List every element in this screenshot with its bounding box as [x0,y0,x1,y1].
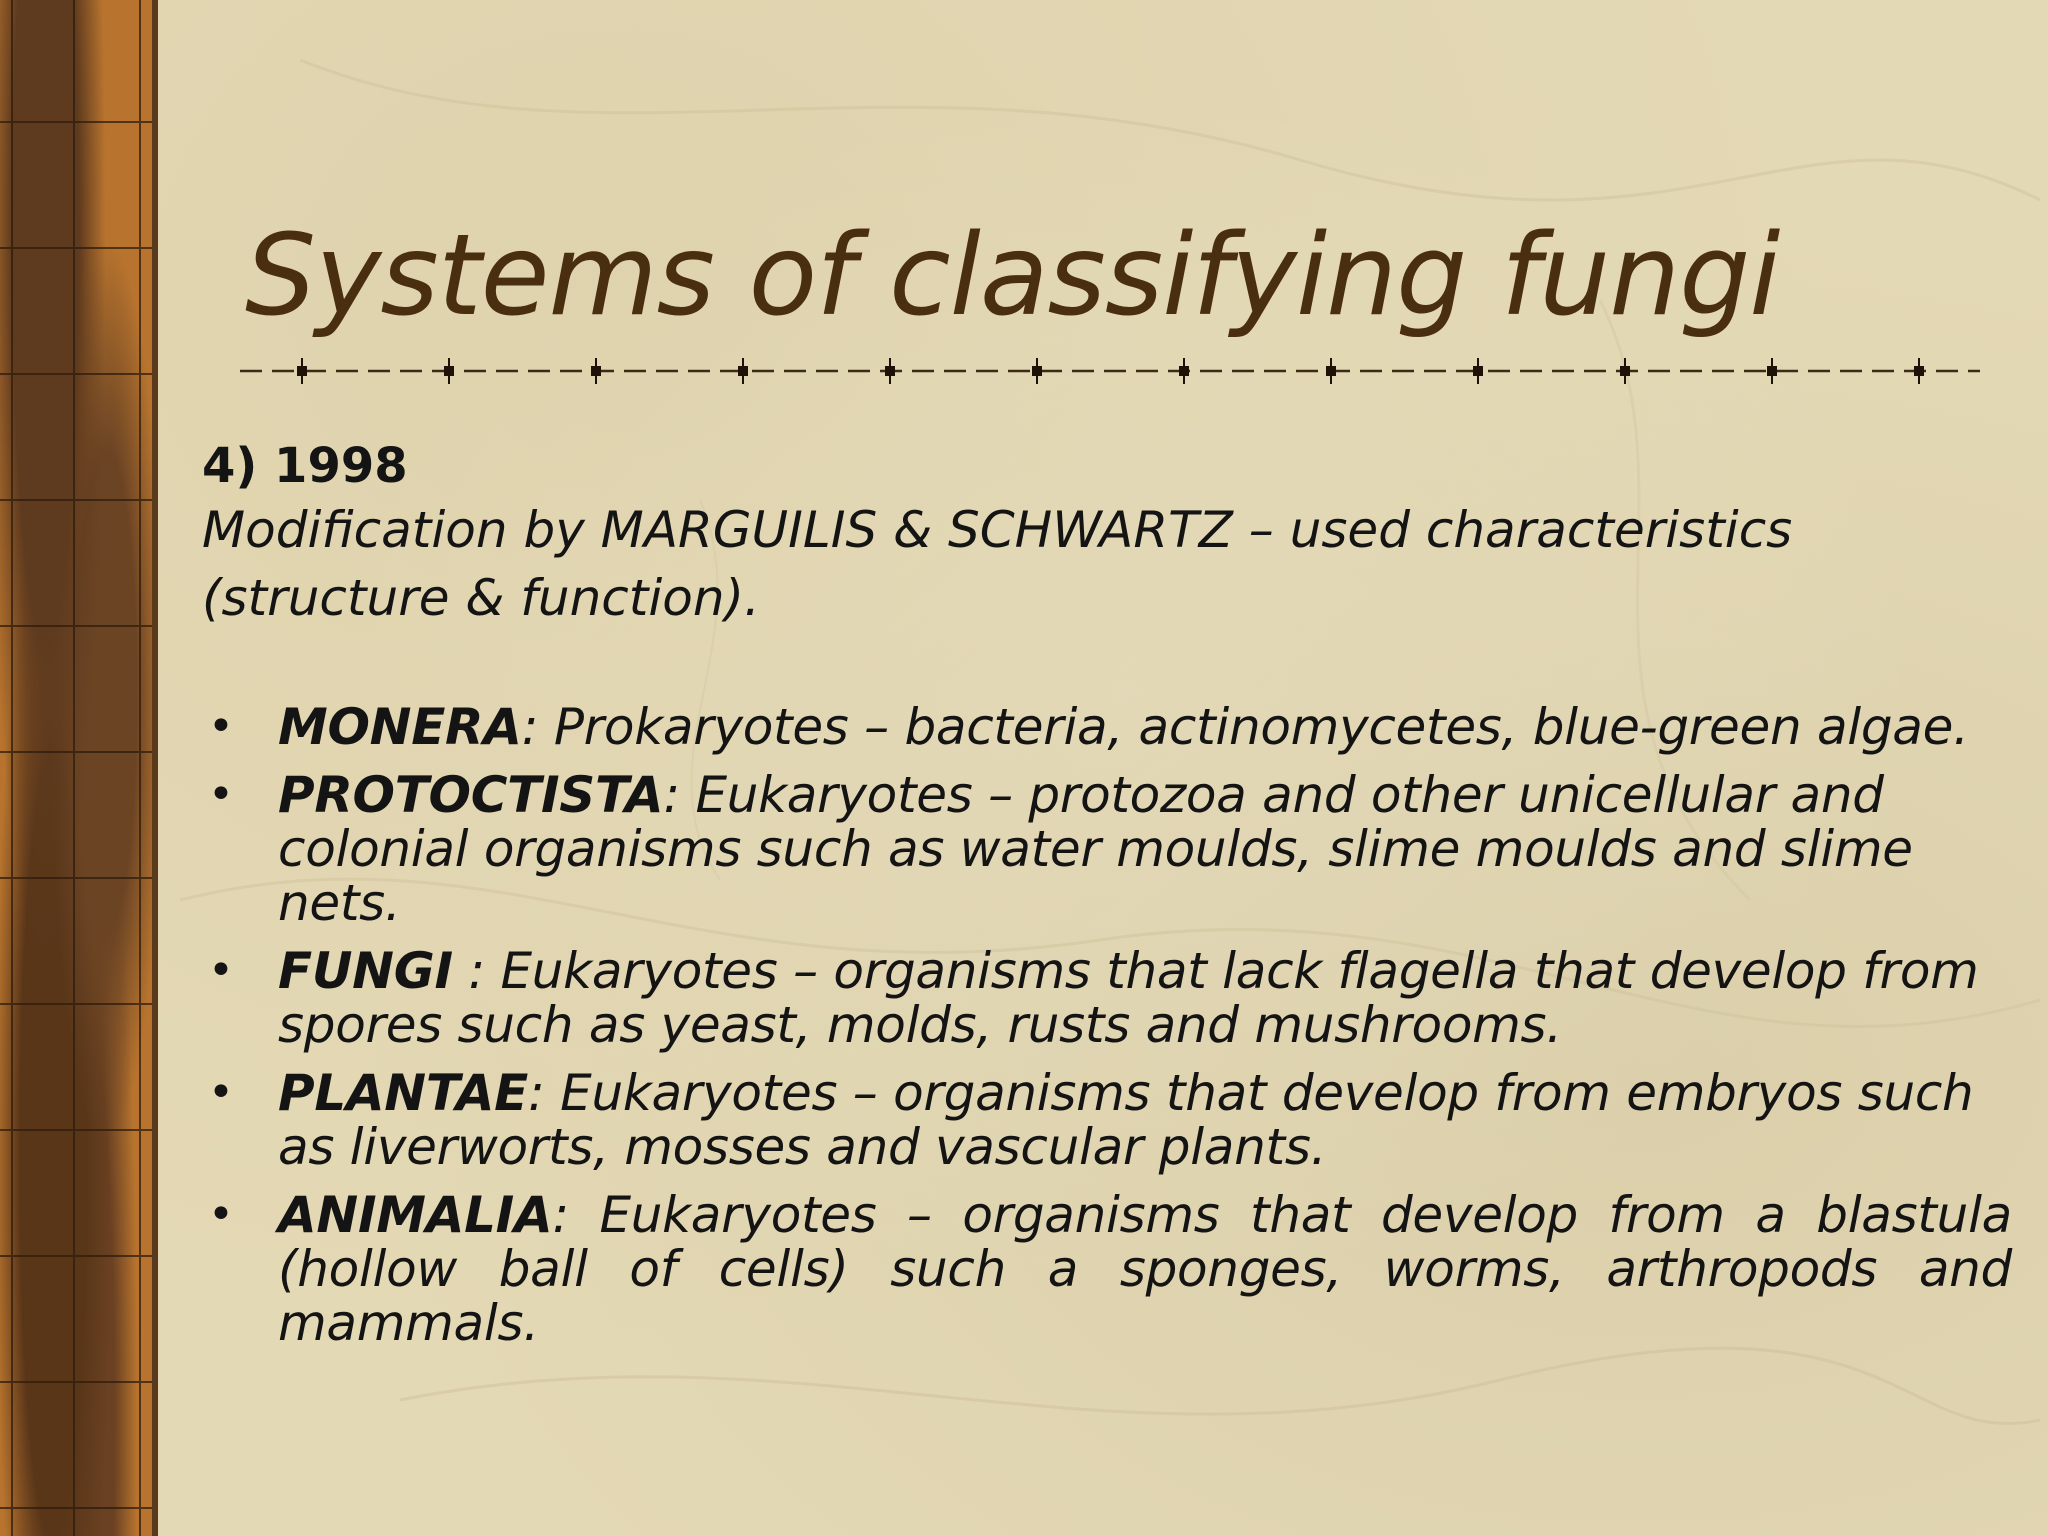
kingdom-term: PROTOCTISTA [278,766,664,824]
kingdom-description: Eukaryotes – organisms that develop from a blastula (hollow ball of cells) such a sponges, worms, arthropods and mammals. [278,1186,2012,1352]
bullet-icon: • [208,1189,234,1240]
term-separator: : [552,1186,600,1244]
bullet-icon: • [208,769,234,820]
kingdom-description: Eukaryotes – organisms that lack flagella that develop from spores such as yeast, molds, rusts and mushrooms. [278,942,1979,1054]
term-separator: : [663,766,696,824]
kingdom-term: ANIMALIA [278,1186,553,1244]
side-strip-grid [0,0,152,1536]
list-item [202,1066,2012,1174]
term-separator: : [528,1064,561,1122]
slide-title: Systems of classifying fungi [245,211,1780,341]
list-item [202,1188,2012,1350]
slide-content [202,436,2012,1364]
decorative-side-strip [0,0,158,1536]
intro-text: Modification by MARGUILIS & SCHWARTZ – used characteristics (structure & function). [202,501,1793,627]
kingdom-list [202,700,2012,1350]
kingdom-term: PLANTAE [278,1064,529,1122]
bullet-icon: • [208,701,234,752]
term-separator: : [521,698,554,756]
kingdom-term: FUNGI [278,942,453,1000]
term-separator: : [452,942,501,1000]
year-heading: 4) 1998 [202,438,408,494]
kingdom-description: Eukaryotes – protozoa and other unicellular and colonial organisms such as water moulds, slime moulds and slime nets. [278,766,1913,932]
kingdom-description: Eukaryotes – organisms that develop from embryos such as liverworts, mosses and vascular plants. [278,1064,1974,1176]
kingdom-term: MONERA [278,698,522,756]
list-item [202,700,2012,754]
kingdom-description: Prokaryotes – bacteria, actinomycetes, blue-green algae. [553,698,1969,756]
bullet-icon: • [208,1067,234,1118]
title-divider [240,356,1980,386]
bullet-icon: • [208,945,234,996]
list-item [202,768,2012,930]
list-item [202,944,2012,1052]
